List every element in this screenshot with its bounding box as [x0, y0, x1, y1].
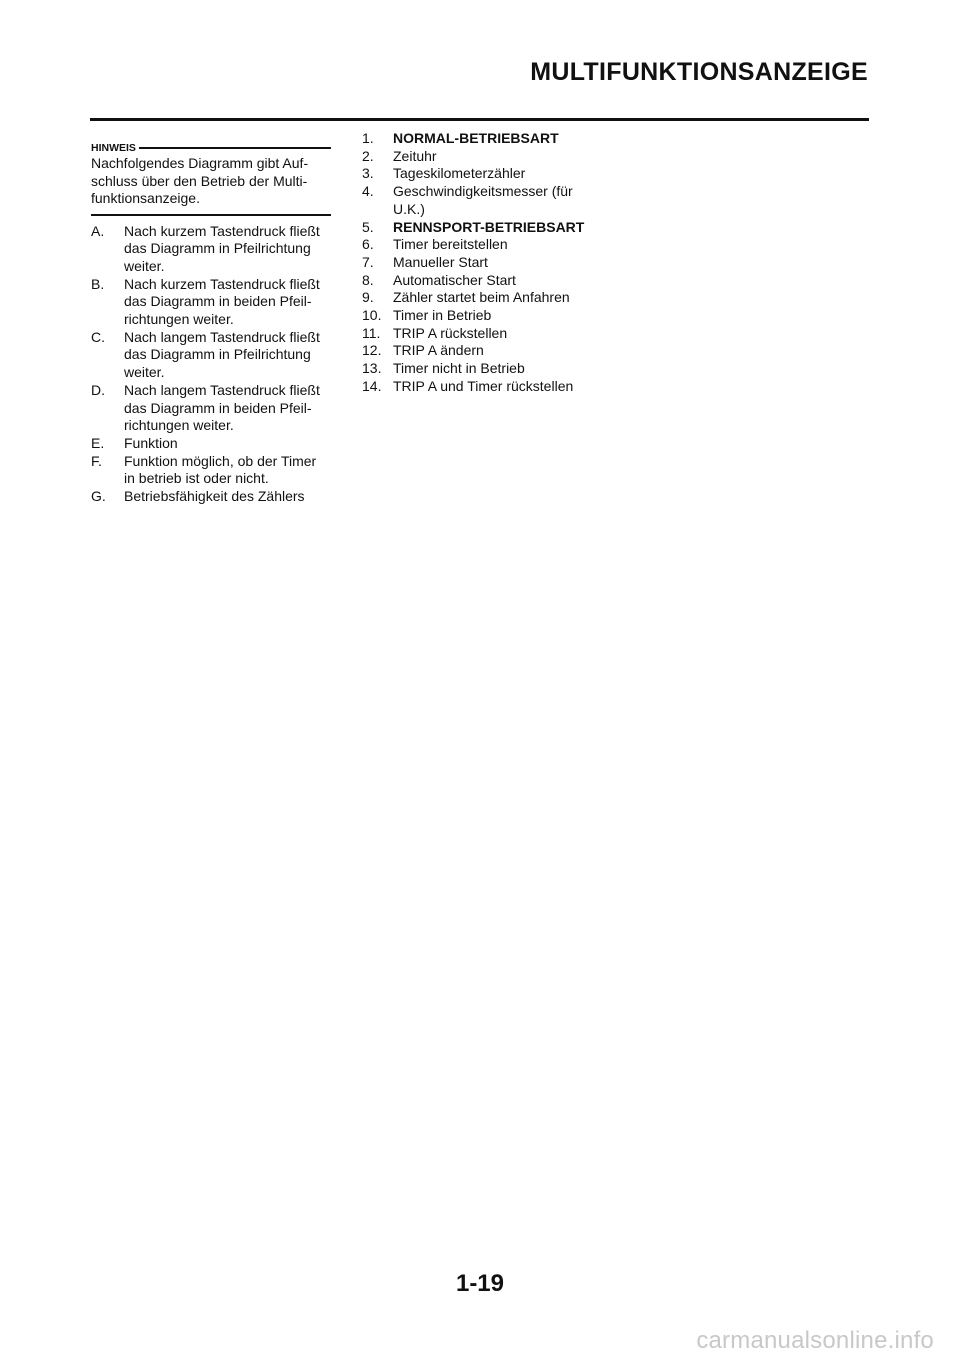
legend-text: Funktion möglich, ob der Timer in betrieb ist oder nicht. [124, 452, 317, 487]
legend-text: Nach langem Tastendruck fließt das Diagramm in beiden Pfeil- richtungen weiter. [124, 381, 320, 434]
legend-key: C. [91, 328, 105, 345]
legend-item-c [91, 329, 331, 382]
legend-text: Nach kurzem Tastendruck fließt das Diagramm in beiden Pfeil- richtungen weiter. [124, 275, 320, 328]
legend-key: B. [91, 275, 105, 292]
legend-key: 9. [362, 289, 374, 306]
legend-key: 3. [362, 165, 374, 182]
note-end-divider [91, 214, 331, 216]
note-text: Nachfolgendes Diagramm gibt Auf- schluss über den Betrieb der Multi- funktionsanzeige. [91, 155, 309, 206]
legend-text: Geschwindigkeitsmesser (für U.K.) [393, 183, 573, 217]
legend-text: Timer bereitstellen [393, 236, 508, 253]
legend-key: E. [91, 434, 105, 451]
legend-item-12 [362, 342, 642, 360]
legend-key: A. [91, 222, 105, 239]
legend-item-g [91, 488, 331, 506]
note-header [91, 142, 331, 154]
legend-item-9 [362, 289, 642, 307]
watermark: carmanualsonline.info [696, 1327, 934, 1354]
legend-item-13 [362, 360, 642, 378]
legend-item-2 [362, 148, 642, 166]
legend-item-a [91, 223, 331, 276]
legend-item-4 [362, 183, 642, 218]
legend-text: Manueller Start [393, 253, 488, 270]
legend-text: TRIP A rückstellen [393, 324, 508, 341]
legend-text: NORMAL-BETRIEBSART [393, 130, 559, 146]
legend-text: TRIP A ändern [393, 342, 484, 359]
legend-key: 11. [362, 324, 381, 341]
legend-key: G. [91, 488, 106, 505]
legend-item-14 [362, 378, 642, 396]
legend-item-1 [362, 130, 642, 148]
legend-key: 12. [362, 342, 382, 359]
page-title: MULTIFUNKTIONSANZEIGE [530, 58, 868, 86]
legend-text: Zeituhr [393, 147, 437, 164]
legend-key: 7. [362, 253, 374, 270]
legend-item-d [91, 382, 331, 435]
legend-item-7 [362, 254, 642, 272]
legend-key: D. [91, 381, 105, 398]
legend-text: Betriebsfähigkeit des Zählers [124, 488, 305, 505]
legend-key: 14. [362, 377, 382, 394]
header-rule [90, 118, 869, 121]
legend-key: 2. [362, 147, 374, 164]
legend-text: Zähler startet beim Anfahren [393, 289, 570, 306]
legend-item-11 [362, 325, 642, 343]
legend-item-10 [362, 307, 642, 325]
legend-key: 8. [362, 271, 374, 288]
legend-key: 1. [362, 130, 374, 146]
legend-item-f [91, 453, 331, 488]
letter-legend-list [91, 223, 331, 506]
legend-item-b [91, 276, 331, 329]
legend-text: Timer nicht in Betrieb [393, 360, 525, 377]
legend-key: 10. [362, 307, 382, 324]
legend-key: 13. [362, 360, 382, 377]
left-column [91, 142, 331, 506]
note-label: HINWEIS [91, 142, 136, 154]
legend-text: Nach kurzem Tastendruck fließt das Diagramm in Pfeilrichtung weiter. [124, 222, 320, 274]
legend-item-8 [362, 272, 642, 290]
legend-text: TRIP A und Timer rückstellen [393, 377, 574, 394]
number-legend-list [362, 130, 642, 396]
legend-key: 6. [362, 236, 374, 253]
legend-key: 5. [362, 218, 374, 235]
legend-item-e [91, 435, 331, 453]
legend-text: Tageskilometerzähler [393, 165, 526, 182]
note-divider [139, 147, 331, 149]
page-number: 1-19 [455, 1270, 505, 1297]
legend-text: RENNSPORT-BETRIEBSART [393, 218, 585, 235]
legend-text: Nach langem Tastendruck fließt das Diagramm in Pfeilrichtung weiter. [124, 328, 320, 381]
legend-item-6 [362, 236, 642, 254]
legend-key: 4. [362, 183, 374, 200]
legend-text: Timer in Betrieb [393, 307, 492, 324]
legend-key: F. [91, 452, 102, 469]
legend-text: Funktion [124, 434, 178, 451]
legend-item-5 [362, 219, 642, 237]
legend-text: Automatischer Start [393, 271, 516, 288]
legend-item-3 [362, 165, 642, 183]
